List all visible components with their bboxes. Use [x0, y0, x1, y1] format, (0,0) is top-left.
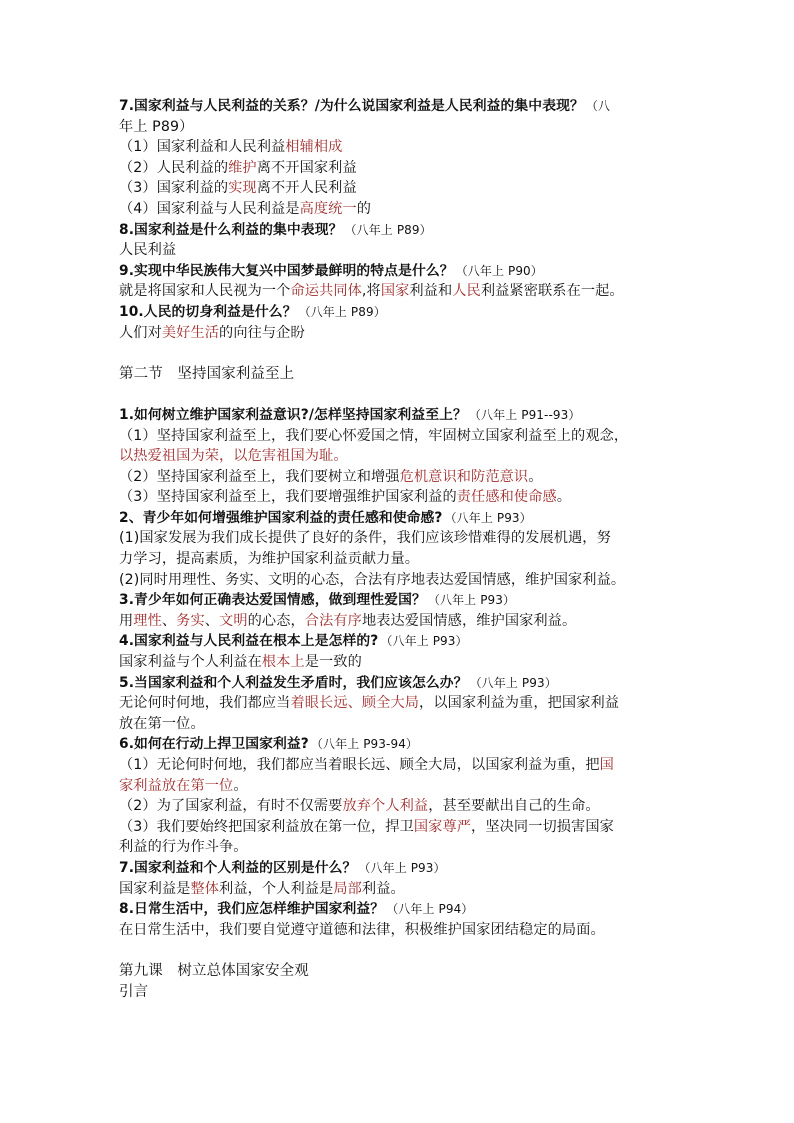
text-segment: 利益和: [409, 283, 453, 300]
text-segment: 年上 P89）: [119, 118, 194, 135]
text-segment: 第九课 树立总体国家安全观: [119, 962, 309, 979]
highlighted-text: 务实: [176, 612, 205, 629]
answer-line: [119, 837, 679, 858]
text-segment: 无论何时何地，我们都应当: [119, 695, 291, 712]
answer-line: [119, 879, 679, 900]
section-heading: [119, 364, 679, 385]
question-line: [119, 590, 679, 611]
answer-line: [119, 570, 679, 591]
text-segment: 人们对: [119, 324, 162, 341]
answer-line: [119, 281, 679, 302]
text-segment: 、: [204, 612, 220, 629]
answer-line: [119, 178, 679, 199]
text-segment: 离不开人民利益: [256, 180, 357, 197]
source-reference: （八年上 P93）: [358, 860, 446, 875]
highlighted-text: 局部: [333, 880, 362, 897]
text-segment: ,将: [361, 283, 381, 300]
highlighted-text: 命运共同体: [290, 283, 362, 300]
text-segment: 6.如何在行动上捍卫国家利益?: [119, 736, 309, 753]
text-segment: 是一致的: [304, 654, 362, 671]
answer-line: [119, 817, 679, 838]
answer-line: [119, 776, 679, 797]
text-segment: （1）国家利益和人民利益: [119, 139, 286, 156]
text-segment: (1)国家发展为我们成长提供了良好的条件，我们应该珍惜难得的发展机遇，努: [119, 530, 611, 547]
highlighted-text: 责任感和使命感: [456, 489, 557, 506]
answer-line: [119, 137, 679, 158]
answer-line: [119, 487, 679, 508]
answer-line: [119, 920, 679, 941]
highlighted-text: 美好生活: [161, 324, 220, 341]
text-segment: 利益，个人利益是: [219, 880, 334, 897]
text-segment: 。: [528, 468, 543, 485]
text-segment: 。: [556, 489, 572, 506]
highlighted-text: 相辅相成: [285, 139, 343, 156]
text-segment: ，坚决同一切损害国家: [471, 818, 614, 835]
text-segment: （3）坚持国家利益至上，我们要增强维护国家利益的: [119, 489, 457, 506]
text-segment: (2)同时用理性、务实、文明的心态，合法有序地表达爱国情感，维护国家利益。: [119, 571, 626, 588]
answer-line: [119, 323, 679, 344]
source-reference: （八年上 P89）: [344, 222, 432, 237]
source-reference: （八: [585, 99, 611, 113]
text-segment: 1.如何树立维护国家利益意识?/怎样坚持国家利益至上？: [119, 406, 467, 423]
source-reference: （八年上 P93）: [469, 675, 557, 690]
answer-line: [119, 549, 679, 570]
answer-line: [119, 240, 679, 261]
question-line: [119, 220, 679, 241]
text-segment: 8.国家利益是什么利益的集中表现？: [119, 221, 343, 238]
text-segment: 地表达爱国情感，维护国家利益。: [361, 612, 577, 629]
text-segment: 7.国家利益与人民利益的关系？/为什么说国家利益是人民利益的集中表现？: [119, 98, 584, 114]
text-segment: 10.人民的切身利益是什么？: [119, 303, 297, 320]
highlighted-text: 人民: [452, 283, 481, 300]
answer-line: [119, 446, 679, 467]
source-reference: （八年上 P93-94）: [310, 737, 419, 752]
highlighted-text: 国: [599, 757, 614, 773]
text-segment: ，以国家利益为重，把国家利益: [419, 695, 620, 712]
text-segment: 9.实现中华民族伟大复兴中国梦最鲜明的特点是什么？: [119, 262, 454, 279]
question-line: [119, 858, 679, 879]
answer-line: [119, 528, 679, 549]
highlighted-text: 家利益放在第一位: [119, 777, 234, 794]
highlighted-text: 根本上: [261, 654, 305, 671]
answer-line: [119, 714, 679, 735]
answer-line: [119, 755, 679, 776]
blank-line: [119, 343, 679, 364]
text-segment: 8.日常生活中，我们应怎样维护国家利益？: [119, 901, 385, 918]
text-segment: 第二节 坚持国家利益至上: [119, 365, 295, 382]
source-reference: （八年上 P93）: [427, 593, 516, 608]
text-segment: （2）人民利益的: [119, 159, 229, 176]
blank-line: [119, 384, 679, 405]
answer-line: [119, 158, 679, 179]
text-segment: （2）为了国家利益，有时不仅需要: [119, 798, 343, 815]
text-segment: （1）无论何时何地，我们都应当着眼长远、顾全大局，以国家利益为重，把: [119, 757, 600, 773]
text-segment: 的向往与企盼: [219, 324, 305, 341]
highlighted-text: 理性: [133, 612, 162, 629]
section-heading: [119, 961, 679, 982]
text-segment: 国家利益与个人利益在: [119, 654, 262, 671]
answer-line: [119, 117, 679, 138]
highlighted-text: 国家: [380, 283, 410, 300]
text-segment: 力学习，提高素质，为维护国家利益贡献力量。: [119, 551, 420, 568]
text-segment: 人民利益: [119, 242, 177, 259]
text-segment: 在日常生活中，我们要自觉遵守道德和法律，积极维护国家团结稳定的局面。: [119, 921, 605, 938]
text-segment: 离不开国家利益: [256, 159, 357, 176]
highlighted-text: 国家尊严: [413, 818, 472, 835]
text-segment: （3）国家利益的: [119, 180, 229, 197]
highlighted-text: 高度统一: [299, 200, 357, 217]
text-segment: （4）国家利益与人民利益是: [119, 200, 300, 217]
source-reference: （八年上 P93）: [380, 634, 468, 649]
text-segment: 7.国家利益和个人利益的区别是什么？: [119, 859, 357, 876]
question-line: [119, 302, 679, 323]
question-line: [119, 631, 679, 652]
source-reference: （八年上 P93）: [444, 510, 532, 525]
text-segment: 的心态，: [247, 612, 305, 629]
answer-line: [119, 426, 679, 447]
answer-line: [119, 467, 679, 488]
text-segment: 国家利益是: [119, 880, 191, 897]
source-reference: （八年上 P94）: [386, 902, 474, 917]
highlighted-text: 放弃个人利益: [342, 798, 429, 815]
text-segment: ，甚至要献出自己的生命。: [428, 798, 600, 815]
highlighted-text: 危机意识和防范意识: [399, 468, 529, 485]
text-segment: 、: [161, 612, 177, 629]
text-segment: 就是将国家和人民视为一个: [119, 283, 291, 300]
answer-line: [119, 693, 679, 714]
text-segment: 3.青少年如何正确表达爱国情感，做到理性爱国？: [119, 592, 426, 609]
question-line: [119, 673, 679, 694]
answer-line: [119, 611, 679, 632]
answer-line: [119, 199, 679, 220]
document-page: [119, 96, 679, 1002]
text-segment: 利益的行为作斗争。: [119, 839, 248, 856]
highlighted-text: 着眼长远、顾全大局: [290, 695, 420, 712]
text-segment: 5.当国家利益和个人利益发生矛盾时，我们应该怎么办？: [119, 674, 468, 691]
highlighted-text: 合法有序: [304, 612, 362, 629]
question-line: [119, 508, 679, 529]
question-line: [119, 96, 679, 117]
answer-line: [119, 652, 679, 673]
text-segment: （3）我们要始终把国家利益放在第一位，捍卫: [119, 818, 414, 835]
text-segment: 放在第一位。: [119, 715, 205, 732]
question-line: [119, 405, 679, 426]
text-segment: 的: [356, 200, 372, 217]
text-segment: 。: [233, 777, 248, 794]
question-line: [119, 734, 679, 755]
question-line: [119, 899, 679, 920]
text-segment: （2）坚持国家利益至上，我们要树立和增强: [119, 468, 400, 485]
highlighted-text: 实现: [228, 180, 257, 197]
answer-line: [119, 796, 679, 817]
text-segment: 引言: [119, 983, 149, 1000]
highlighted-text: 整体: [190, 880, 220, 897]
text-segment: 用: [119, 612, 134, 629]
text-segment: 利益紧密联系在一起。: [480, 283, 624, 300]
highlighted-text: 以热爱祖国为荣，以危害祖国为耻。: [119, 448, 348, 465]
text-segment: 2、青少年如何增强维护国家利益的责任感和使命感?: [119, 509, 443, 526]
source-reference: （八年上 P90）: [455, 263, 543, 278]
text-segment: 4.国家利益与人民利益在根本上是怎样的?: [119, 633, 379, 650]
highlighted-text: 文明: [219, 612, 248, 629]
highlighted-text: 维护: [228, 159, 257, 176]
source-reference: （八年上 P89）: [298, 304, 386, 319]
question-line: [119, 261, 679, 282]
text-segment: （1）坚持国家利益至上，我们要心怀爱国之情，牢固树立国家利益至上的观念，: [119, 427, 629, 444]
blank-line: [119, 940, 679, 961]
text-segment: 利益。: [361, 880, 405, 897]
section-heading: [119, 982, 679, 1003]
source-reference: （八年上 P91--93）: [468, 407, 581, 422]
